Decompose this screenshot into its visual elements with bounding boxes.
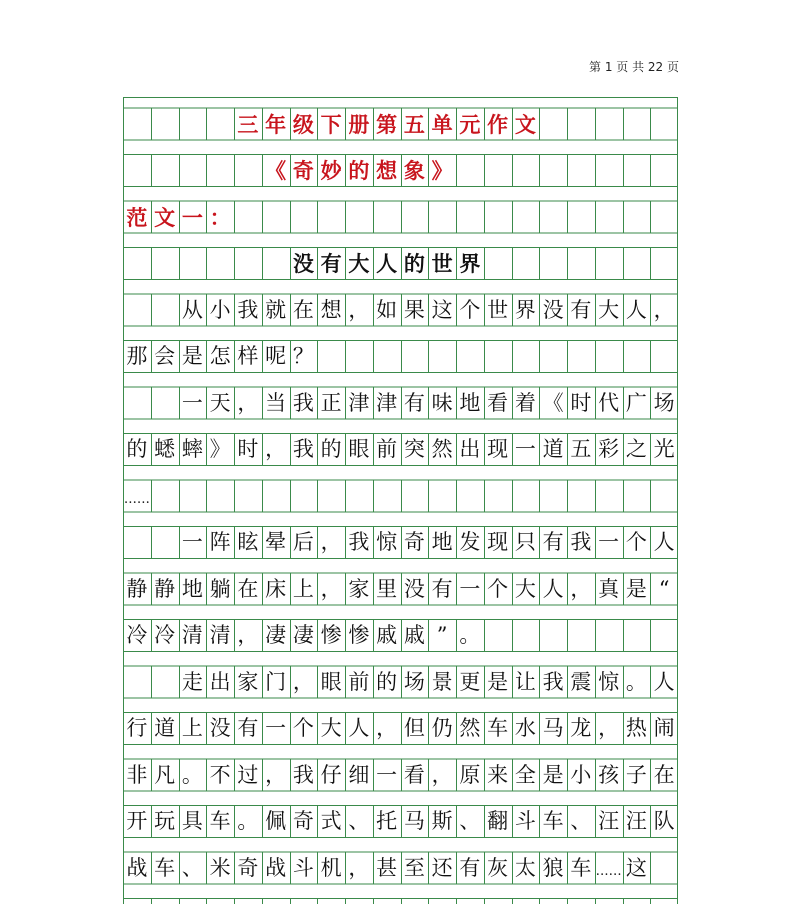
grid-char: 至 — [403, 855, 425, 880]
grid-char: 从 — [181, 297, 203, 322]
grid-char: 一 — [376, 762, 398, 787]
grid-char: 家 — [348, 576, 370, 601]
grid-char: 如 — [376, 297, 398, 322]
grid-char: 。 — [625, 669, 647, 694]
grid-char: 三 — [237, 111, 259, 137]
grid-char: 妙 — [320, 158, 342, 183]
grid-char: 一 — [181, 204, 203, 230]
grid-char: 场 — [653, 390, 675, 415]
grid-char: 道 — [542, 437, 564, 461]
grid-char: 全 — [514, 762, 536, 787]
grid-char: 个 — [487, 576, 509, 601]
grid-char: 个 — [459, 297, 481, 322]
grid-char: ： — [209, 204, 231, 230]
grid-char: 戚 — [376, 623, 398, 647]
grid-char: 个 — [292, 716, 314, 740]
grid-char: 着 — [514, 390, 536, 415]
grid-char: 突 — [403, 437, 425, 461]
grid-char: 五 — [403, 111, 425, 137]
grid-char: 光 — [653, 437, 675, 461]
grid-char: 一 — [265, 716, 287, 740]
grid-char: 斗 — [514, 809, 536, 833]
grid-char: 没 — [292, 251, 314, 276]
grid-char: ， — [431, 762, 453, 787]
grid-char: 想 — [320, 297, 342, 322]
grid-char: 人 — [625, 297, 647, 322]
grid-char: 是 — [487, 669, 509, 694]
grid-char: 后 — [292, 530, 314, 554]
grid-char: 有 — [431, 576, 453, 601]
grid-char: 凄 — [265, 623, 287, 647]
grid-char: 惊 — [376, 530, 398, 554]
grid-char: ， — [237, 623, 259, 647]
grid-char: 冷 — [126, 623, 148, 647]
grid-char: 小 — [570, 762, 592, 787]
grid-char: 玩 — [154, 809, 176, 833]
grid-char: 戚 — [403, 623, 425, 647]
grid-char: 上 — [181, 716, 203, 740]
grid-char: 津 — [376, 390, 398, 415]
grid-char: 凄 — [292, 623, 314, 647]
grid-char: 一 — [181, 530, 203, 554]
grid-char: 一 — [598, 530, 620, 554]
grid-char: “ — [658, 576, 670, 601]
grid-char: 汪 — [625, 809, 647, 833]
grid-char: 来 — [487, 762, 509, 787]
grid-char: 闹 — [653, 716, 675, 740]
grid-char: 没 — [403, 576, 425, 601]
grid-char: ， — [348, 297, 370, 322]
grid-char: 人 — [542, 576, 564, 601]
grid-char: 蟋 — [154, 437, 176, 461]
grid-char: 、 — [570, 809, 592, 833]
grid-char: ， — [376, 716, 398, 740]
grid-char: 发 — [459, 530, 481, 554]
grid-char: 时 — [237, 437, 259, 461]
grid-char: 斯 — [431, 809, 453, 833]
grid-char: 。 — [459, 623, 481, 647]
grid-char: 的 — [403, 251, 425, 276]
grid-char: 我 — [542, 669, 564, 694]
grid-char: 道 — [154, 716, 176, 740]
grid-char: 龙 — [570, 716, 592, 740]
grid-char: ， — [320, 530, 342, 554]
grid-char: 有 — [459, 855, 481, 880]
grid-char: 册 — [348, 111, 370, 137]
grid-char: 就 — [265, 297, 287, 322]
grid-char: 的 — [348, 158, 370, 183]
grid-char: 翻 — [487, 809, 509, 833]
grid-char: ， — [265, 762, 287, 787]
grid-char: 级 — [292, 111, 314, 137]
grid-char: 出 — [209, 669, 231, 694]
grid-char: 、 — [181, 855, 203, 880]
grid-char: 是 — [542, 762, 564, 787]
grid-char: 有 — [570, 297, 592, 322]
grid-char: 机 — [320, 855, 342, 880]
grid-char: …… — [595, 864, 622, 879]
grid-char: 然 — [459, 716, 481, 740]
grid-char: 没 — [542, 297, 564, 322]
page-number: 第 1 页 共 22 页 — [589, 60, 679, 74]
grid-char: 正 — [320, 390, 342, 415]
grid-char: 呢 — [265, 344, 287, 368]
grid-char: 开 — [126, 809, 148, 833]
grid-char: 凡 — [154, 762, 176, 787]
grid-char: 下 — [320, 111, 342, 137]
grid-char: 真 — [598, 576, 620, 601]
grid-char: 有 — [403, 390, 425, 415]
grid-char: 眼 — [348, 437, 370, 461]
grid-char: 的 — [320, 437, 342, 461]
grid-char: 《 — [542, 390, 564, 415]
grid-char: 细 — [348, 762, 370, 787]
grid-char: 眼 — [320, 669, 342, 694]
grid-char: 静 — [126, 576, 148, 601]
grid-char: 马 — [542, 716, 564, 740]
grid-char: 车 — [487, 716, 509, 740]
grid-char: 奇 — [237, 855, 259, 880]
grid-char: 看 — [403, 762, 425, 787]
grid-char: 马 — [403, 809, 425, 833]
grid-char: 是 — [625, 576, 647, 601]
grid-char: ” — [436, 623, 448, 647]
composition-grid-paper — [123, 97, 678, 904]
grid-char: 大 — [598, 297, 620, 322]
grid-char: 车 — [154, 855, 176, 880]
grid-char: 惨 — [320, 623, 342, 647]
grid-char: 狼 — [542, 855, 564, 880]
grid-char: 奇 — [292, 809, 314, 833]
grid-char: ， — [598, 716, 620, 740]
grid-char: 第 — [376, 111, 398, 137]
grid-char: 床 — [265, 576, 287, 601]
grid-char: 这 — [431, 297, 453, 322]
grid-char: …… — [123, 492, 150, 507]
grid-char: 惨 — [348, 623, 370, 647]
grid-char: ， — [348, 855, 370, 880]
grid-char: 年 — [265, 111, 287, 137]
grid-char: 冷 — [154, 623, 176, 647]
grid-char: ？ — [292, 344, 314, 368]
grid-char: 热 — [625, 716, 647, 740]
grid-char: 地 — [181, 576, 203, 601]
grid-char: 文 — [154, 204, 176, 230]
grid-char: 更 — [459, 669, 481, 694]
grid-char: 然 — [431, 437, 453, 461]
grid-char: 单 — [431, 111, 453, 137]
grid-char: 过 — [237, 762, 259, 787]
grid-char: 人 — [653, 669, 675, 694]
grid-char: 在 — [292, 297, 314, 322]
grid-char: 一 — [514, 437, 536, 461]
grid-char: 。 — [181, 762, 203, 787]
grid-char: 之 — [625, 437, 647, 461]
grid-char: 的 — [126, 437, 148, 461]
grid-char: 这 — [625, 855, 647, 880]
grid-char: 五 — [570, 437, 592, 461]
grid-char: 地 — [459, 390, 481, 415]
grid-char: 惊 — [598, 669, 620, 694]
grid-char: 那 — [126, 344, 148, 368]
grid-char: 味 — [431, 390, 453, 415]
grid-char: 有 — [320, 251, 342, 276]
grid-char: 大 — [348, 251, 370, 276]
grid-char: 托 — [376, 809, 398, 833]
grid-char: 阵 — [209, 530, 231, 554]
grid-char: ， — [237, 390, 259, 415]
grid-char: 人 — [348, 716, 370, 740]
grid-char: 》 — [209, 437, 231, 461]
grid-char: 想 — [376, 158, 398, 183]
grid-char: 战 — [265, 855, 287, 880]
grid-char: 原 — [459, 762, 481, 787]
grid-char: 作 — [487, 111, 509, 137]
grid-char: 的 — [376, 669, 398, 694]
grid-char: ， — [570, 576, 592, 601]
grid-char: 在 — [237, 576, 259, 601]
grid-char: 我 — [292, 762, 314, 787]
grid-char: 果 — [403, 297, 425, 322]
grid-char: 广 — [625, 390, 647, 415]
grid-char: 彩 — [598, 437, 620, 461]
grid-char: 晕 — [265, 530, 287, 554]
grid-char: 仔 — [320, 762, 342, 787]
grid-char: 世 — [431, 251, 453, 276]
grid-char: ， — [265, 437, 287, 461]
grid-char: 时 — [570, 390, 592, 415]
grid-char: 世 — [487, 297, 509, 322]
grid-char: 还 — [431, 855, 453, 880]
grid-char: 大 — [320, 716, 342, 740]
grid-char: 出 — [459, 437, 481, 461]
grid-char: 具 — [181, 809, 203, 833]
grid-char: 让 — [514, 669, 536, 694]
grid-char: 小 — [209, 297, 231, 322]
grid-char: 奇 — [292, 158, 314, 183]
grid-char: 。 — [237, 809, 259, 833]
grid-char: 天 — [209, 390, 231, 415]
grid-char: 在 — [653, 762, 675, 787]
grid-char: 界 — [514, 297, 536, 322]
grid-char: 汪 — [598, 809, 620, 833]
grid-char: 》 — [431, 158, 453, 183]
grid-char: 斗 — [292, 855, 314, 880]
grid-char: 车 — [542, 809, 564, 833]
grid-char: 象 — [403, 158, 425, 183]
grid-char: 《 — [265, 158, 287, 183]
grid-char: 不 — [209, 762, 231, 787]
grid-char: ， — [320, 576, 342, 601]
grid-char: 眩 — [237, 530, 259, 554]
grid-char: 一 — [181, 390, 203, 415]
grid-char: 元 — [459, 111, 481, 137]
grid-char: 范 — [126, 204, 148, 230]
grid-char: 只 — [514, 530, 536, 554]
grid-char: 我 — [348, 530, 370, 554]
grid-char: 、 — [459, 809, 481, 833]
grid-char: ， — [292, 669, 314, 694]
grid-char: 车 — [209, 809, 231, 833]
grid-char: 蟀 — [181, 437, 203, 461]
grid-char: 怎 — [209, 344, 231, 368]
grid-char: 子 — [625, 762, 647, 787]
grid-char: 人 — [653, 530, 675, 554]
grid-char: 水 — [514, 716, 536, 740]
grid-char: 前 — [376, 437, 398, 461]
grid-char: 有 — [237, 716, 259, 740]
grid-char: 我 — [570, 530, 592, 554]
grid-char: 门 — [265, 669, 287, 694]
grid-char: 界 — [459, 251, 481, 276]
grid-char: 躺 — [209, 576, 231, 601]
grid-char: 甚 — [376, 855, 398, 880]
grid-char: 看 — [487, 390, 509, 415]
grid-char: 灰 — [487, 855, 509, 880]
grid-char: 非 — [126, 762, 148, 787]
grid-char: 式 — [320, 809, 342, 833]
grid-char: 文 — [514, 111, 536, 137]
grid-char: 场 — [403, 669, 425, 694]
grid-char: 大 — [514, 576, 536, 601]
grid-char: 行 — [126, 716, 148, 740]
grid-char: 战 — [126, 855, 148, 880]
grid-char: 家 — [237, 669, 259, 694]
grid-char: 太 — [514, 855, 536, 880]
grid-char: 里 — [376, 576, 398, 601]
grid-char: 会 — [154, 344, 176, 368]
grid-char: 清 — [209, 623, 231, 647]
grid-char: 现 — [487, 530, 509, 554]
grid-char: 上 — [292, 576, 314, 601]
grid-char: 样 — [237, 344, 259, 368]
grid-char: 没 — [209, 716, 231, 740]
grid-char: 景 — [431, 669, 453, 694]
grid-char: 一 — [459, 576, 481, 601]
grid-char: 、 — [348, 809, 370, 833]
grid-char: ， — [653, 297, 675, 322]
grid-char: 仍 — [431, 716, 453, 740]
grid-char: 但 — [403, 716, 425, 740]
grid-char: 孩 — [598, 762, 620, 787]
grid-char: 当 — [265, 390, 287, 415]
grid-char: 津 — [348, 390, 370, 415]
grid-char: 人 — [376, 251, 398, 276]
grid-char: 我 — [292, 437, 314, 461]
grid-char: 静 — [154, 576, 176, 601]
grid-char: 现 — [487, 437, 509, 461]
grid-char: 我 — [292, 390, 314, 415]
grid-char: 车 — [570, 855, 592, 880]
grid-char: 清 — [181, 623, 203, 647]
grid-char: 个 — [625, 530, 647, 554]
grid-char: 米 — [209, 855, 231, 880]
grid-char: 是 — [181, 344, 203, 368]
grid-char: 奇 — [403, 530, 425, 554]
grid-char: 队 — [653, 809, 675, 833]
grid-char: 代 — [598, 390, 620, 415]
grid-char: 佩 — [265, 809, 287, 833]
grid-char: 地 — [431, 530, 453, 554]
grid-char: 有 — [542, 530, 564, 554]
grid-char: 震 — [570, 669, 592, 694]
grid-char: 前 — [348, 669, 370, 694]
grid-char: 走 — [181, 669, 203, 694]
grid-char: 我 — [237, 297, 259, 322]
